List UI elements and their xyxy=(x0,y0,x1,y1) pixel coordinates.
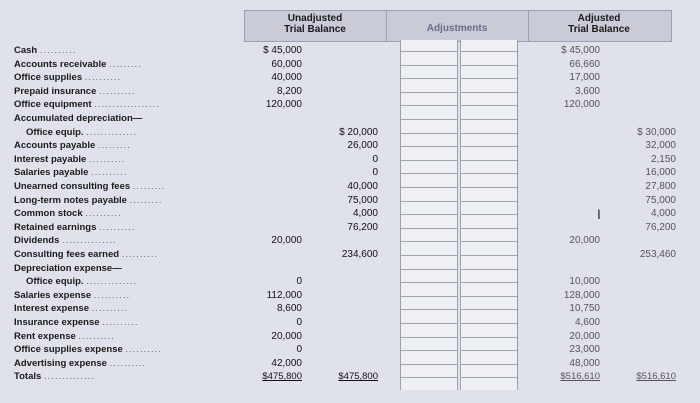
amount-u-dr: 40,000 xyxy=(271,72,302,83)
amount-a-cr: 16,000 xyxy=(645,167,676,178)
account-name: Consulting fees earned xyxy=(14,249,120,260)
account-label xyxy=(14,318,139,328)
adjustment-cell-line xyxy=(401,160,457,161)
leader-dots: ......... xyxy=(132,181,166,192)
leader-dots: .......... xyxy=(91,167,128,178)
adjustments-credit-column[interactable] xyxy=(460,40,518,390)
adjustment-cell-line xyxy=(401,255,457,256)
account-name: Accounts receivable xyxy=(14,59,107,70)
account-label xyxy=(14,73,121,83)
leader-dots: .......... xyxy=(125,344,162,355)
amount-u-cr: 26,000 xyxy=(347,140,378,151)
account-name: Depreciation expense— xyxy=(14,263,122,274)
account-name: Advertising expense xyxy=(14,358,107,369)
adjustment-cell-line xyxy=(401,269,457,270)
account-label xyxy=(26,128,137,138)
account-label xyxy=(14,155,125,165)
adjustments-header xyxy=(386,23,528,34)
account-name: Accounts payable xyxy=(14,140,96,151)
amount-u-dr: 8,200 xyxy=(276,86,302,97)
adjustment-cell-line xyxy=(461,173,517,174)
amount-u-dr: 0 xyxy=(296,276,302,287)
adjustment-cell-line xyxy=(401,241,457,242)
account-label xyxy=(14,209,122,219)
account-label xyxy=(14,100,160,110)
leader-dots: .......... xyxy=(78,331,115,342)
account-label xyxy=(14,291,130,301)
amount-u-cr: 76,200 xyxy=(347,222,378,233)
adjustment-cell-line xyxy=(461,255,517,256)
adjustment-cell-line xyxy=(401,92,457,93)
account-label xyxy=(14,60,142,70)
amount-u-dr: 20,000 xyxy=(271,235,302,246)
amount-u-dr: $ 45,000 xyxy=(263,45,302,56)
amount-a-cr: 75,000 xyxy=(645,195,676,206)
amount-u-cr: 4,000 xyxy=(352,208,378,219)
account-name: Office equip. xyxy=(26,276,84,287)
leader-dots: ......... xyxy=(109,59,142,70)
account-name: Prepaid insurance xyxy=(14,86,97,97)
account-label xyxy=(14,46,76,56)
amount-a-dr: $516,610 xyxy=(560,371,600,382)
leader-dots: ......... xyxy=(97,140,131,151)
amount-u-dr: 0 xyxy=(296,344,302,355)
adjustments-header-label: Adjustments xyxy=(426,23,488,34)
adjustment-cell-line xyxy=(461,78,517,79)
amount-a-dr: 128,000 xyxy=(563,290,600,301)
leader-dots: ............... xyxy=(62,235,117,246)
adjustment-cell-line xyxy=(401,187,457,188)
amount-u-cr: $475,800 xyxy=(338,371,378,382)
adjustment-cell-line xyxy=(461,214,517,215)
adjusted-header-line1: Adjusted xyxy=(577,13,621,24)
account-name: Interest expense xyxy=(14,303,89,314)
adjustment-cell-line xyxy=(401,51,457,52)
account-name: Dividends xyxy=(14,235,60,246)
leader-dots: .......... xyxy=(109,358,146,369)
account-name: Retained earnings xyxy=(14,222,97,233)
adjustment-cell-line xyxy=(461,187,517,188)
amount-a-dr: 23,000 xyxy=(569,344,600,355)
leader-dots: ......... xyxy=(129,195,163,206)
amount-u-dr: 0 xyxy=(296,317,302,328)
account-name: Accumulated depreciation— xyxy=(14,113,143,124)
amount-a-cr: $ 30,000 xyxy=(637,127,676,138)
adjustment-cell-line xyxy=(461,364,517,365)
amount-u-dr: 60,000 xyxy=(271,59,302,70)
leader-dots: .......... xyxy=(88,154,126,165)
adjusted-trial-balance-header xyxy=(528,13,670,35)
amount-a-cr: 4,000 xyxy=(650,208,676,219)
adjustment-cell-line xyxy=(401,377,457,378)
adjustment-cell-line xyxy=(401,364,457,365)
adjustment-cell-line xyxy=(461,51,517,52)
adjustment-cell-line xyxy=(461,119,517,120)
adjustment-cell-line xyxy=(461,92,517,93)
adjustment-cell-line xyxy=(401,350,457,351)
adjustment-cell-line xyxy=(461,282,517,283)
amount-a-dr: 120,000 xyxy=(563,99,600,110)
account-name: Office equip. xyxy=(26,127,84,138)
account-label xyxy=(14,250,158,260)
adjustment-cell-line xyxy=(461,65,517,66)
adjustment-cell-line xyxy=(401,201,457,202)
adjusted-header-line2: Trial Balance xyxy=(568,24,630,35)
leader-dots: .......... xyxy=(102,317,139,328)
amount-a-cr: 76,200 xyxy=(645,222,676,233)
adjustment-cell-line xyxy=(401,296,457,297)
text-cursor-icon: I xyxy=(597,206,601,222)
amount-a-dr: 20,000 xyxy=(569,235,600,246)
amount-a-dr: 48,000 xyxy=(569,358,600,369)
adjustment-cell-line xyxy=(401,105,457,106)
account-name: Cash xyxy=(14,45,38,56)
account-label xyxy=(26,277,137,287)
amount-a-cr: 2,150 xyxy=(650,154,676,165)
amount-u-cr: 75,000 xyxy=(347,195,378,206)
adjustments-debit-column[interactable] xyxy=(400,40,458,390)
leader-dots: .......... xyxy=(85,208,122,219)
adjustment-cell-line xyxy=(461,228,517,229)
adjustment-cell-line xyxy=(401,309,457,310)
amount-u-cr: 40,000 xyxy=(347,181,378,192)
account-label xyxy=(14,359,146,369)
adjustment-cell-line xyxy=(401,282,457,283)
amount-a-dr: 4,600 xyxy=(574,317,600,328)
account-label xyxy=(14,141,131,151)
leader-dots: .......... xyxy=(39,45,77,56)
account-label xyxy=(14,223,135,233)
amount-a-dr: 20,000 xyxy=(569,331,600,342)
adjustment-cell-line xyxy=(401,146,457,147)
amount-u-dr: 120,000 xyxy=(265,99,302,110)
adjustment-cell-line xyxy=(401,133,457,134)
account-label xyxy=(14,87,135,97)
adjustment-cell-line xyxy=(401,214,457,215)
amount-a-dr: $ 45,000 xyxy=(561,45,600,56)
amount-a-dr: 3,600 xyxy=(574,86,600,97)
adjustment-cell-line xyxy=(461,160,517,161)
leader-dots: .......... xyxy=(121,249,159,260)
adjustment-cell-line xyxy=(401,65,457,66)
adjustment-cell-line xyxy=(461,146,517,147)
adjustment-cell-line xyxy=(461,337,517,338)
amount-u-dr: $475,800 xyxy=(262,371,302,382)
adjustment-cell-line xyxy=(401,119,457,120)
amount-u-cr: 0 xyxy=(372,167,378,178)
unadjusted-trial-balance-header xyxy=(244,13,386,35)
adjustment-cell-line xyxy=(461,350,517,351)
account-name: Insurance expense xyxy=(14,317,100,328)
leader-dots: .............. xyxy=(86,127,138,138)
account-label xyxy=(14,332,115,342)
account-label xyxy=(14,196,162,206)
amount-u-dr: 112,000 xyxy=(266,290,302,301)
account-name: Office supplies xyxy=(14,72,83,83)
amount-a-cr: 27,800 xyxy=(645,181,676,192)
leader-dots: .................. xyxy=(94,99,160,110)
account-label xyxy=(14,236,117,246)
leader-dots: .......... xyxy=(91,303,129,314)
account-label xyxy=(14,372,95,382)
adjustment-cell-line xyxy=(461,241,517,242)
account-label xyxy=(14,114,142,124)
adjustment-cell-line xyxy=(461,133,517,134)
account-name: Interest payable xyxy=(14,154,87,165)
account-label xyxy=(14,345,162,355)
adjustment-cell-line xyxy=(401,337,457,338)
account-name: Office equipment xyxy=(14,99,92,110)
amount-u-dr: 20,000 xyxy=(271,331,302,342)
adjustment-cell-line xyxy=(461,269,517,270)
unadjusted-header-line1: Unadjusted xyxy=(287,13,343,24)
amount-a-dr: 66,660 xyxy=(569,59,600,70)
adjustment-cell-line xyxy=(461,201,517,202)
adjustment-cell-line xyxy=(461,296,517,297)
account-name: Salaries payable xyxy=(14,167,89,178)
account-label xyxy=(14,182,166,192)
amount-a-cr: $516,610 xyxy=(636,371,676,382)
amount-a-dr: 10,750 xyxy=(569,303,600,314)
account-label xyxy=(14,168,128,178)
account-label xyxy=(14,264,122,274)
leader-dots: .......... xyxy=(99,222,136,233)
amount-u-cr: $ 20,000 xyxy=(339,127,378,138)
account-name: Common stock xyxy=(14,208,83,219)
amount-a-dr: 10,000 xyxy=(569,276,600,287)
account-name: Salaries expense xyxy=(14,290,92,301)
amount-u-dr: 42,000 xyxy=(271,358,302,369)
leader-dots: .............. xyxy=(86,276,138,287)
amount-a-cr: 253,460 xyxy=(639,249,676,260)
adjustment-cell-line xyxy=(461,377,517,378)
adjustment-cell-line xyxy=(461,309,517,310)
amount-a-cr: 32,000 xyxy=(645,140,676,151)
amount-u-cr: 234,600 xyxy=(341,249,378,260)
unadjusted-header-line2: Trial Balance xyxy=(284,24,346,35)
account-name: Rent expense xyxy=(14,331,76,342)
adjustment-cell-line xyxy=(401,78,457,79)
adjustment-cell-line xyxy=(401,173,457,174)
leader-dots: .......... xyxy=(99,86,136,97)
adjustment-cell-line xyxy=(461,105,517,106)
account-name: Totals xyxy=(14,371,42,382)
leader-dots: .......... xyxy=(93,290,131,301)
adjustment-cell-line xyxy=(401,323,457,324)
amount-a-dr: 17,000 xyxy=(569,72,600,83)
amount-u-dr: 8,600 xyxy=(276,303,302,314)
adjustment-cell-line xyxy=(461,323,517,324)
account-name: Long-term notes payable xyxy=(14,195,127,206)
amount-u-cr: 0 xyxy=(372,154,378,165)
leader-dots: .......... xyxy=(84,72,122,83)
adjustment-cell-line xyxy=(401,228,457,229)
leader-dots: .............. xyxy=(43,371,95,382)
account-label xyxy=(14,304,128,314)
account-name: Unearned consulting fees xyxy=(14,181,131,192)
account-name: Office supplies expense xyxy=(14,344,123,355)
